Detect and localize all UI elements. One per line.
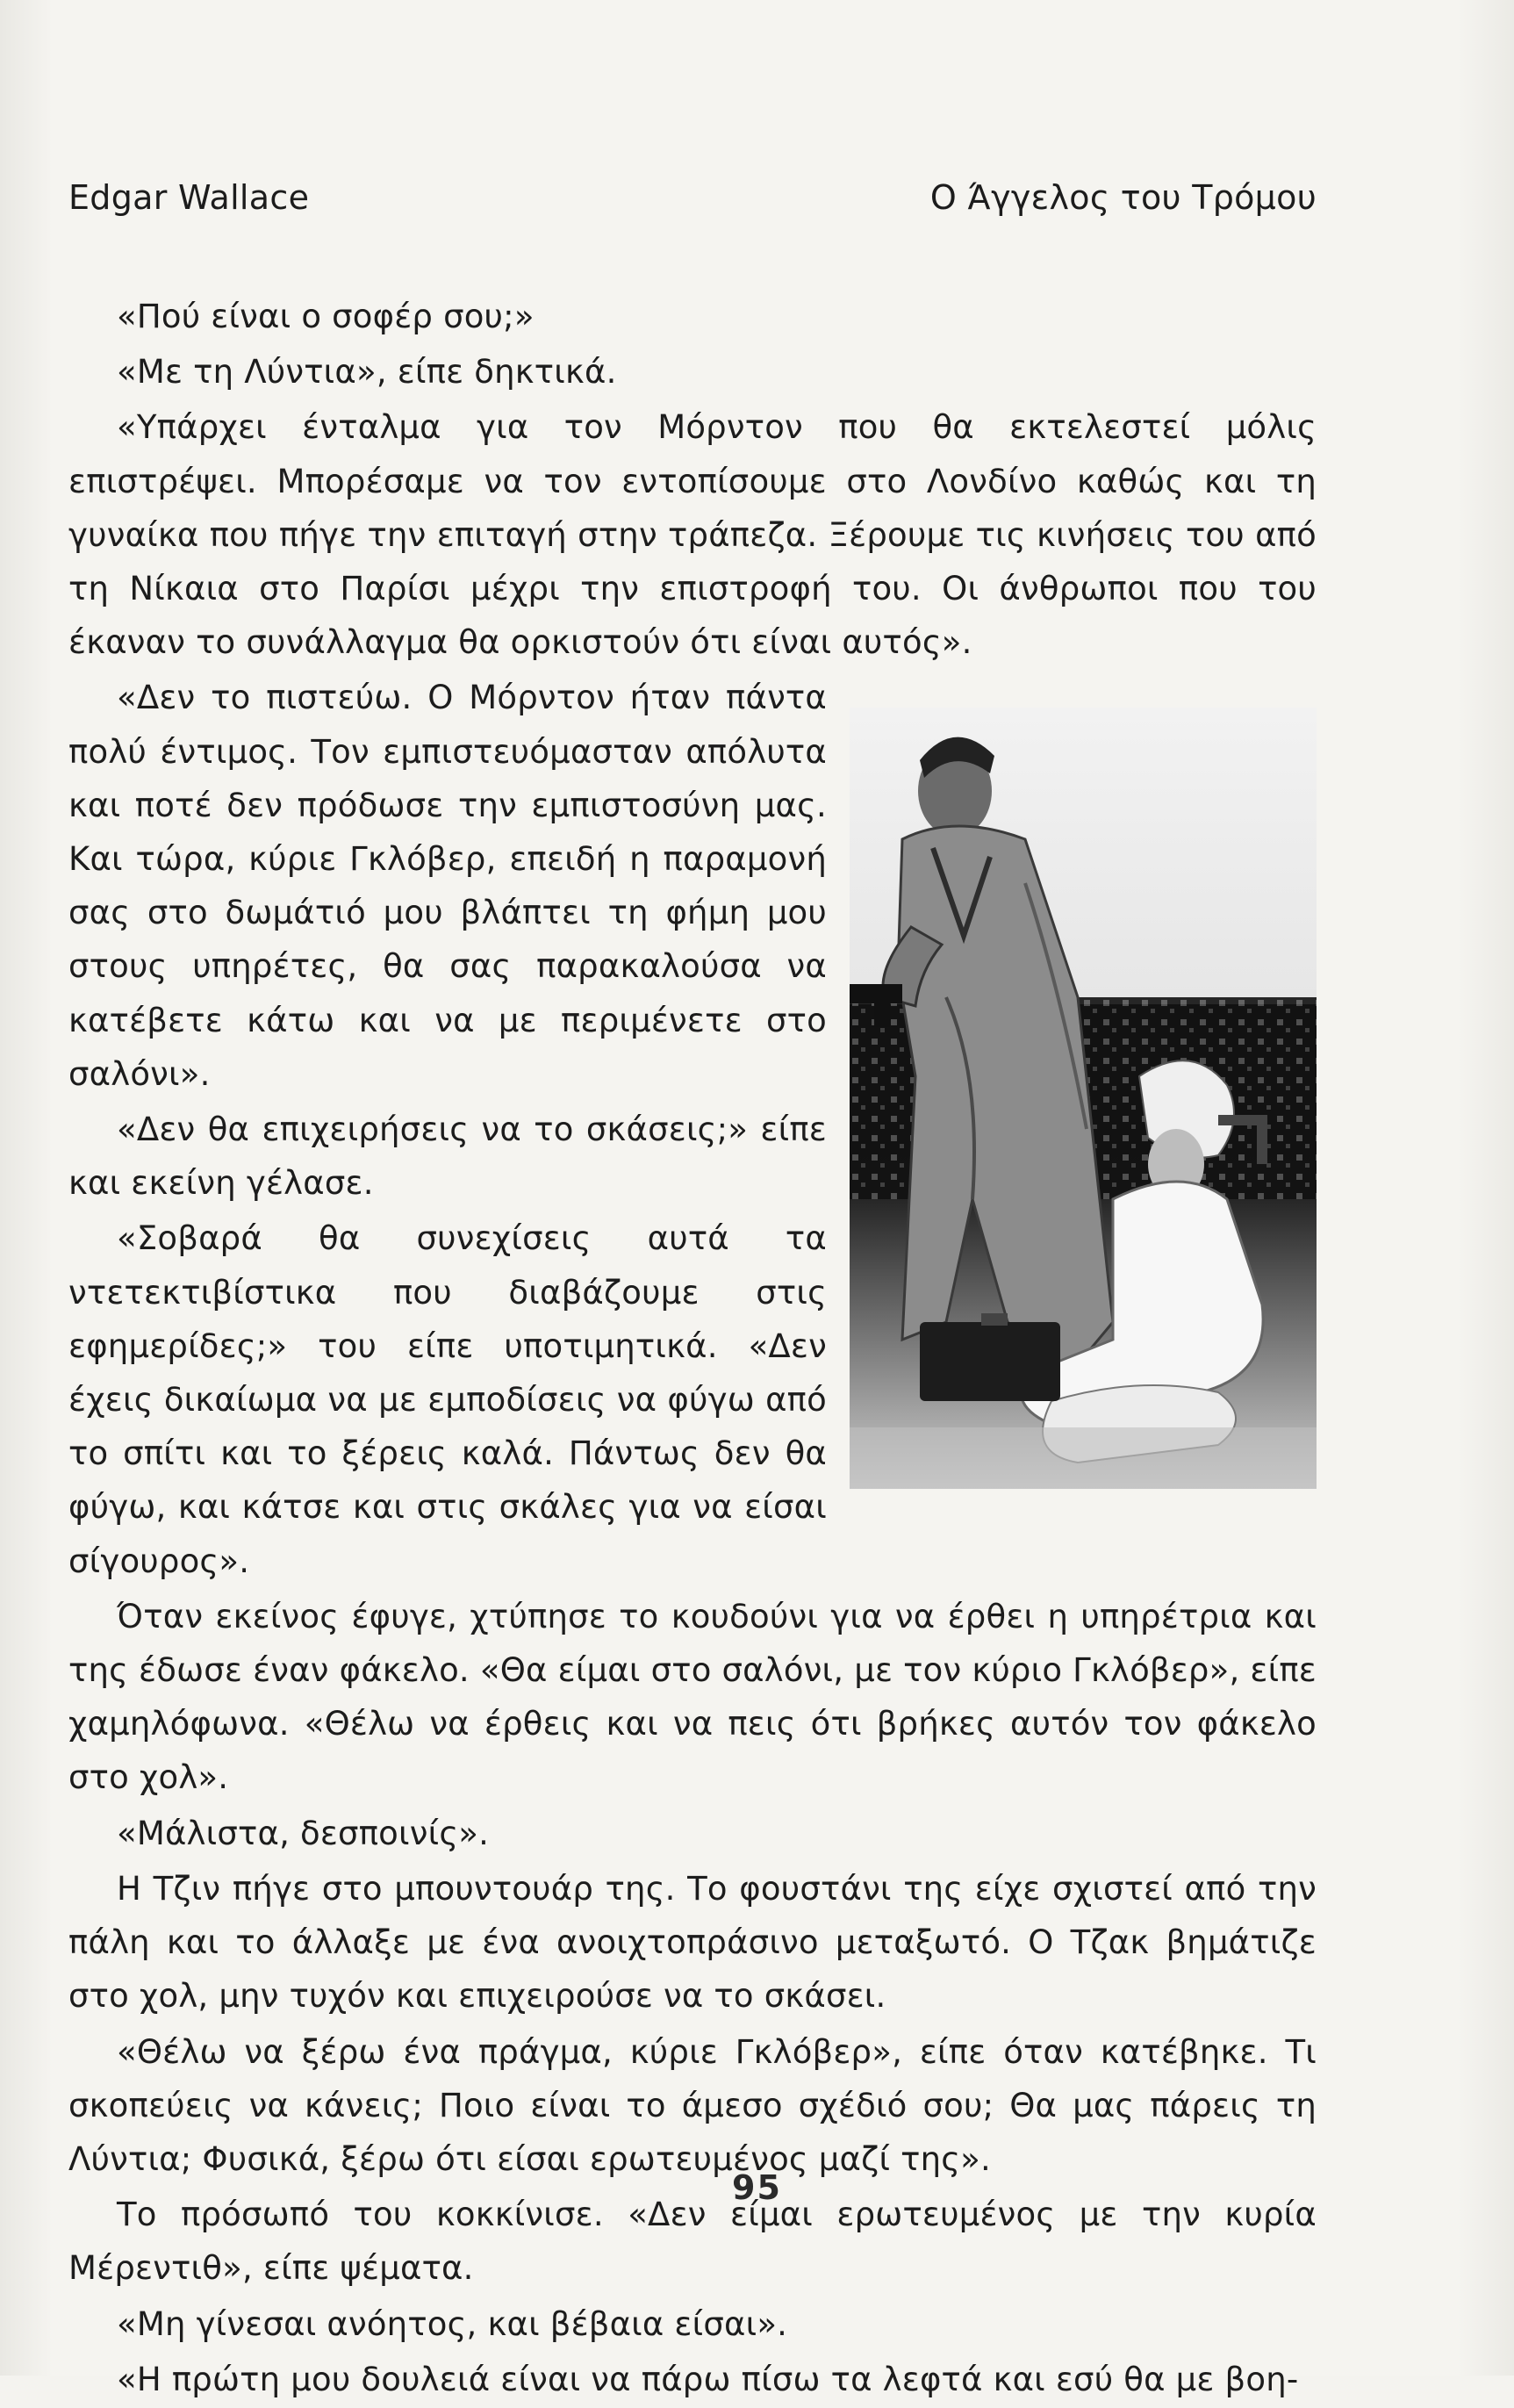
paragraph: «Μη γίνεσαι ανόητος, και βέβαια είσαι». (117, 2304, 788, 2343)
paragraph: «Δεν θα επιχειρήσεις να το σκάσεις;» είπε και εκείνη γέλασε. (68, 1111, 827, 1203)
paragraph: Το πρόσωπό του κοκκίνισε. «Δεν είμαι ερωτευμένος με την κυρία Μέρεντιθ», είπε ψέματα. (68, 2196, 1317, 2288)
paragraph: «Υπάρχει ένταλμα για τον Μόρντον που θα εκτελεστεί μόλις επιστρέψει. Μπορέσαμε να τον εντοπίσουμε στο Λονδίνο καθώς και τη γυναίκα που πήγε την επιταγή στην τράπεζα. Ξέρουμε τις κινήσεις του από τη Νίκαια στο Παρίσι μέχρι την επιστροφή του. Οι άνθρωποι που του έκαναν το συνάλλαγμα θα ορκιστούν ότι είναι αυτός». (68, 408, 1317, 662)
page-number: 95 (732, 2168, 782, 2207)
book-title: Ο Άγγελος του Τρόμου (929, 178, 1317, 217)
body-text (68, 290, 1317, 2408)
author-name: Edgar Wallace (68, 178, 310, 217)
paragraph: «Μάλιστα, δεσποινίς». (117, 1814, 490, 1852)
illustration-image (850, 708, 1317, 1489)
paragraph: «Θέλω να ξέρω ένα πράγμα, κύριε Γκλόβερ», είπε όταν κατέβηκε. Τι σκοπεύεις να κάνεις; Ποιο είναι το άμεσο σχέδιό σου; Θα μας πάρεις τη Λύντια; Φυσικά, ξέρω ότι είσαι ερωτευμένος μαζί της». (68, 2032, 1317, 2178)
paragraph: «Σοβαρά θα συνεχίσεις αυτά τα ντετεκτιβίστικα που διαβάζουμε στις εφημερίδες;» του είπε υποτιμητικά. «Δεν έχεις δικαίωμα να με εμποδίσεις να φύγω από το σπίτι και το ξέρεις καλά. Πάντως δεν θα φύγω, και κάτσε και στις σκάλες για να είσαι σίγουρος». (68, 1219, 827, 1580)
paragraph: Η Τζιν πήγε στο μπουντουάρ της. Το φουστάνι της είχε σχιστεί από την πάλη και το άλλαξε με ένα ανοιχτοπράσινο μεταξωτό. Ο Τζακ βημάτιζε στο χολ, μην τυχόν και επιχειρούσε να το σκάσει. (68, 1869, 1317, 2016)
paragraph: «Δεν το πιστεύω. Ο Μόρντον ήταν πάντα πολύ έντιμος. Τον εμπιστευόμασταν απόλυτα και ποτέ δεν πρόδωσε την εμπιστοσύνη μας. Και τώρα, κύριε Γκλόβερ, επειδή η παραμονή σας στο δωμάτιό μου βλάπτει τη φήμη μου στους υπηρέτες, θα σας παρακαλούσα να κατέβετε κάτω και να με περιμένετε στο σαλόνι». (68, 679, 827, 1093)
paragraph: «Πού είναι ο σοφέρ σου;» (117, 298, 535, 335)
illustration-icon (850, 708, 1317, 1489)
paragraph: «Με τη Λύντια», είπε δηκτικά. (117, 353, 617, 392)
paragraph: «Η πρώτη μου δουλειά είναι να πάρω πίσω τα λεφτά και εσύ θα με βοη- (117, 2360, 1299, 2398)
running-head (68, 174, 1317, 221)
paragraph: Όταν εκείνος έφυγε, χτύπησε το κουδούνι για να έρθει η υπηρέτρια και της έδωσε έναν φάκελο. «Θα είμαι στο σαλόνι, με τον κύριο Γκλόβερ», είπε χαμηλόφωνα. «Θέλω να έρθεις και να πεις ότι βρήκες αυτόν τον φάκελο στο χολ». (68, 1597, 1317, 1797)
